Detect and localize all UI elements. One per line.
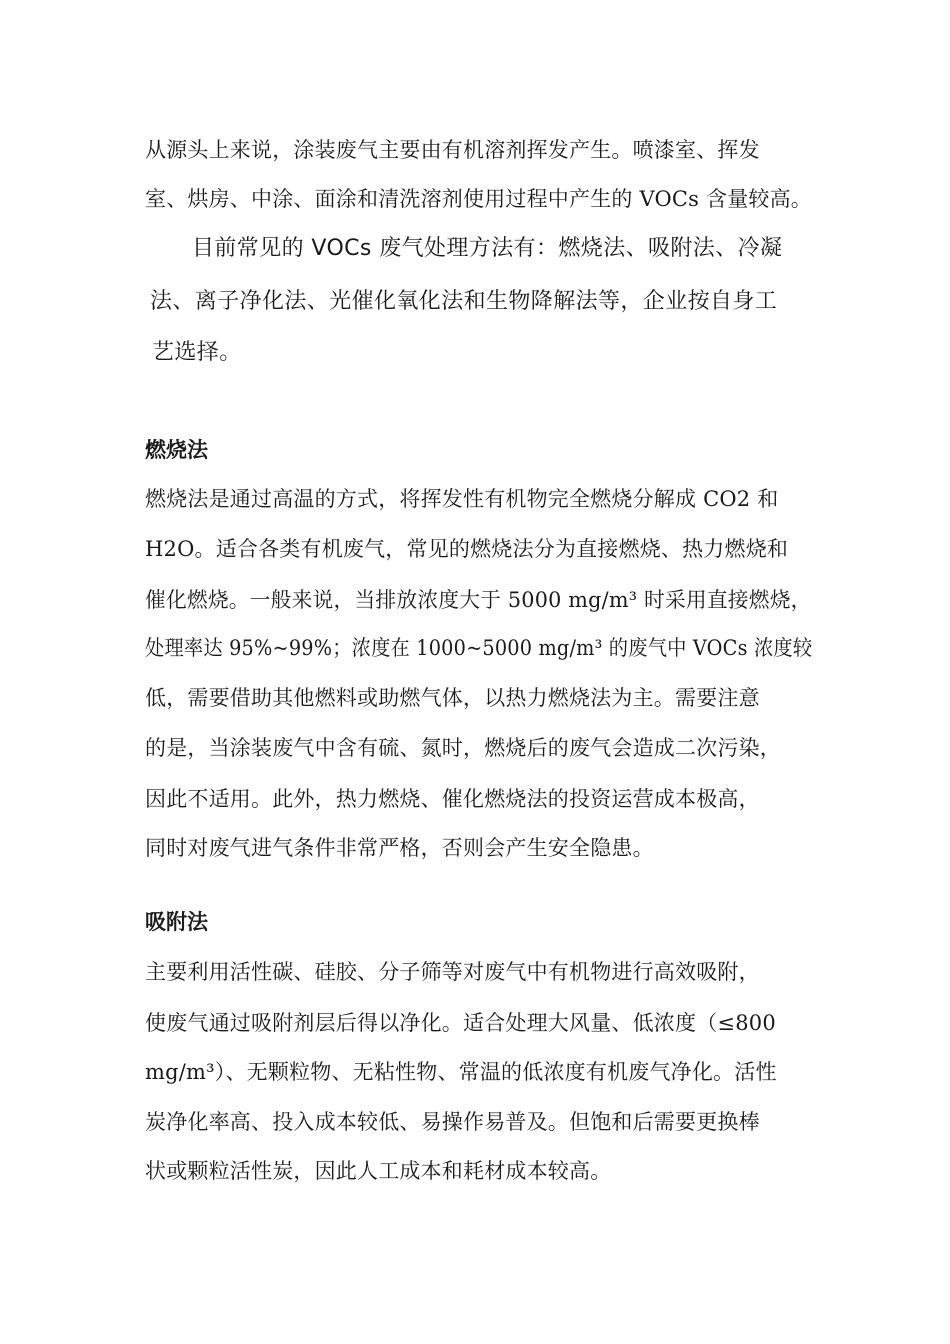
adsorption-line-4: 炭净化率高、投入成本较低、易操作易普及。但饱和后需要更换棒 bbox=[145, 1110, 760, 1134]
combustion-line-6: 的是，当涂装废气中含有硫、氮时，燃烧后的废气会造成二次污染， bbox=[145, 736, 781, 760]
adsorption-line-3: mg/m³）、无颗粒物、无粘性物、常温的低浓度有机废气净化。活性 bbox=[145, 1060, 777, 1084]
combustion-line-2: H2O。适合各类有机废气，常见的燃烧法分为直接燃烧、热力燃烧和 bbox=[145, 537, 789, 561]
summary-line-3: 艺选择。 bbox=[152, 340, 242, 365]
intro-line-2: 室、烘房、中涂、面涂和清洗溶剂使用过程中产生的 VOCs 含量较高。 bbox=[145, 187, 813, 211]
combustion-line-3: 催化燃烧。一般来说，当排放浓度大于 5000 mg/m³ 时采用直接燃烧， bbox=[145, 588, 812, 612]
section-heading-adsorption: 吸附法 bbox=[145, 910, 208, 934]
combustion-line-4: 处理率达 95%~99%；浓度在 1000~5000 mg/m³ 的废气中 VOCs 浓度较 bbox=[145, 636, 813, 660]
combustion-line-8: 同时对废气进气条件非常严格，否则会产生安全隐患。 bbox=[145, 836, 654, 860]
intro-line-1: 从源头上来说，涂装废气主要由有机溶剂挥发产生。喷漆室、挥发 bbox=[145, 138, 760, 162]
combustion-line-7: 因此不适用。此外，热力燃烧、催化燃烧法的投资运营成本极高， bbox=[145, 787, 760, 811]
summary-line-1: 目前常见的 VOCs 废气处理方法有：燃烧法、吸附法、冷凝 bbox=[192, 236, 783, 261]
summary-line-2: 法、离子净化法、光催化氧化法和生物降解法等，企业按自身工 bbox=[150, 289, 778, 314]
section-heading-combustion: 燃烧法 bbox=[145, 438, 208, 462]
adsorption-line-2: 使废气通过吸附剂层后得以净化。适合处理大风量、低浓度（≤800 bbox=[145, 1011, 776, 1035]
adsorption-line-1: 主要利用活性碳、硅胶、分子筛等对废气中有机物进行高效吸附， bbox=[145, 960, 760, 984]
adsorption-line-5: 状或颗粒活性炭，因此人工成本和耗材成本较高。 bbox=[145, 1159, 612, 1183]
combustion-line-5: 低，需要借助其他燃料或助燃气体，以热力燃烧法为主。需要注意 bbox=[145, 686, 760, 710]
combustion-line-1: 燃烧法是通过高温的方式，将挥发性有机物完全燃烧分解成 CO2 和 bbox=[145, 487, 779, 511]
